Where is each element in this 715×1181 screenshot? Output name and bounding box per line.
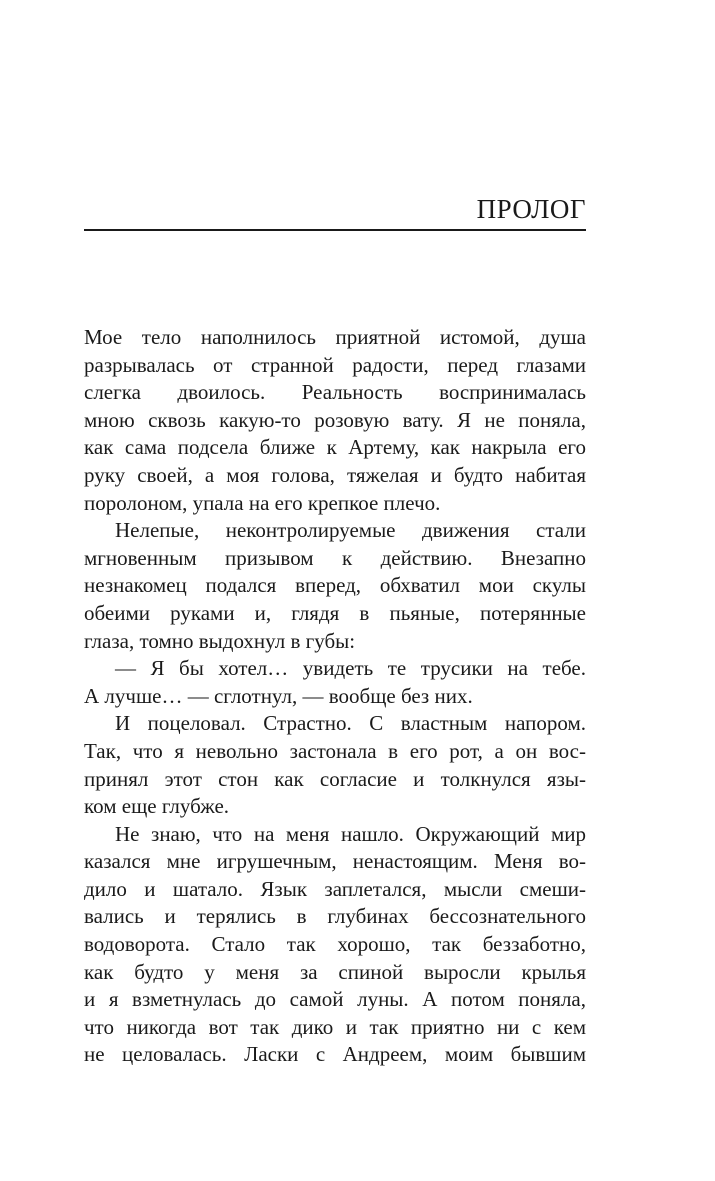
text-line: И поцеловал. Страстно. С властным напором. — [115, 711, 586, 736]
text-line: Не знаю, что на меня нашло. Окружающий мир — [115, 821, 586, 846]
text-line: принял этот стон как согласие и толкнулся язы- — [84, 766, 586, 791]
text-line: слегка двоилось. Реальность воспринималась — [84, 380, 586, 405]
text-line: как будто у меня за спиной выросли крылья — [84, 959, 586, 984]
chapter-title: ПРОЛОГ — [476, 194, 586, 224]
text-line: не целовалась. Ласки с Андреем, моим бывшим — [84, 1042, 586, 1067]
text-line: что никогда вот так дико и так приятно ни с кем — [84, 1014, 586, 1039]
text-line: Нелепые, неконтролируемые движения стали — [115, 518, 586, 543]
text-line: незнакомец подался вперед, обхватил мои скулы — [84, 573, 586, 598]
title-divider — [84, 229, 586, 231]
text-line: Так, что я невольно застонала в его рот, а он вос- — [84, 738, 586, 763]
text-line: дило и шатало. Язык заплетался, мысли смеши- — [84, 876, 586, 901]
body-text — [84, 324, 586, 1069]
text-line: глаза, томно выдохнул в губы: — [84, 628, 356, 653]
text-line: поролоном, упала на его крепкое плечо. — [84, 490, 441, 515]
text-line: разрывалась от странной радости, перед глазами — [84, 352, 586, 377]
text-line: и я взметнулась до самой луны. А потом поняла, — [84, 987, 586, 1012]
text-line: мною сквозь какую-то розовую вату. Я не поняла, — [84, 407, 586, 432]
text-line: казался мне игрушечным, ненастоящим. Меня во- — [84, 849, 586, 874]
text-line: ком еще глубже. — [84, 794, 230, 819]
text-line: — Я бы хотел… увидеть те трусики на тебе. — [115, 656, 586, 681]
text-line: мгновенным призывом к действию. Внезапно — [84, 545, 586, 570]
text-line: обеими руками и, глядя в пьяные, потерянные — [84, 600, 586, 625]
text-line: А лучше… — сглотнул, — вообще без них. — [84, 683, 473, 708]
text-line: вались и терялись в глубинах бессознательного — [84, 904, 586, 929]
text-line: как сама подсела ближе к Артему, как накрыла его — [84, 435, 586, 460]
text-line: водоворота. Стало так хорошо, так беззаботно, — [84, 932, 586, 957]
text-line: Мое тело наполнилось приятной истомой, душа — [84, 325, 586, 349]
text-line: руку своей, а моя голова, тяжелая и будто набитая — [84, 462, 586, 487]
